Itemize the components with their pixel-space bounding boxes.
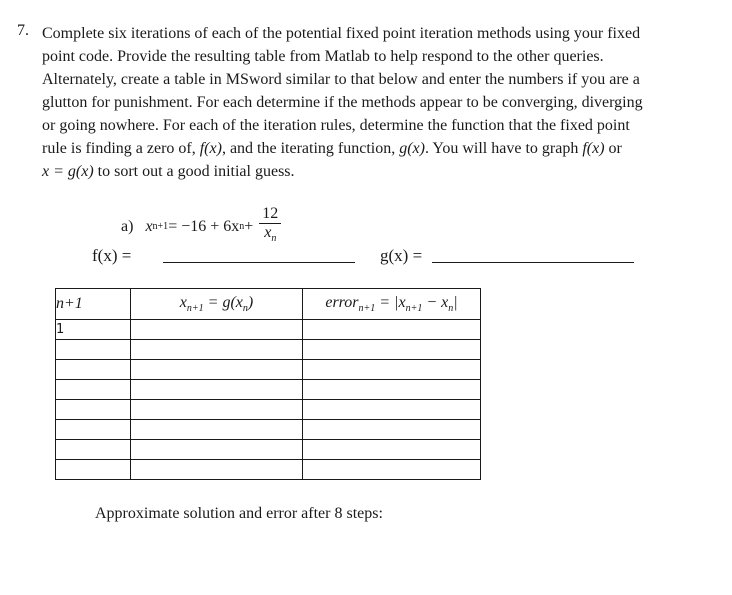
- table-cell[interactable]: [131, 340, 303, 360]
- fixed-point-equation: x = g(x): [42, 163, 94, 180]
- table-cell[interactable]: [56, 400, 131, 420]
- question-line-6: rule is finding a zero of, f(x), and the iterating function, g(x). You will have to graph f(x) or: [42, 140, 622, 157]
- table-row: [56, 380, 481, 400]
- table-row: [56, 460, 481, 480]
- table-cell[interactable]: [131, 420, 303, 440]
- question-line-4: glutton for punishment. For each determine if the methods appear to be converging, diverging: [42, 94, 643, 111]
- table-cell[interactable]: [56, 460, 131, 480]
- table-cell[interactable]: [131, 320, 303, 340]
- table-cell[interactable]: [131, 360, 303, 380]
- fx-inline-2: f(x): [582, 140, 605, 157]
- part-a-formula: a) x n+1 = −16 + 6x n + $\frac{12}{x_n}$: [121, 205, 281, 248]
- iteration-number: 1: [56, 320, 131, 340]
- question-number: 7.: [17, 22, 29, 39]
- table-cell[interactable]: [303, 320, 481, 340]
- table-cell[interactable]: [56, 340, 131, 360]
- header-n-plus-1: n+1: [56, 289, 131, 320]
- gx-answer-label: g(x) =: [380, 246, 423, 265]
- table-row: [56, 340, 481, 360]
- question-line-7: x = g(x) to sort out a good initial guess.: [42, 163, 295, 180]
- question-line-1: Complete six iterations of each of the potential fixed point iteration methods using your fixed: [42, 25, 641, 42]
- table-row: [56, 420, 481, 440]
- table-header-row: [56, 289, 481, 320]
- table-cell[interactable]: [303, 420, 481, 440]
- table-cell[interactable]: [56, 440, 131, 460]
- question-text: [42, 22, 714, 183]
- header-xn-plus-1: $x_{n+1} = g(x_n)$: [131, 289, 303, 320]
- table-row: [56, 360, 481, 380]
- fx-inline: f(x): [199, 140, 222, 157]
- table-cell[interactable]: [56, 420, 131, 440]
- header-error: error$_{n+1}$ = $|x_{n+1} - x_n|$: [303, 289, 481, 320]
- table-cell[interactable]: [56, 360, 131, 380]
- footer-prompt: Approximate solution and error after 8 steps:: [95, 505, 383, 522]
- table-cell[interactable]: [56, 380, 131, 400]
- question-line-2: point code. Provide the resulting table from Matlab to help respond to the other queries.: [42, 48, 604, 65]
- table-cell[interactable]: [131, 400, 303, 420]
- table-cell[interactable]: [131, 380, 303, 400]
- table-row: [56, 320, 481, 340]
- gx-inline: g(x): [399, 140, 425, 157]
- table-cell[interactable]: [303, 340, 481, 360]
- fx-answer-label: f(x) =: [92, 246, 132, 265]
- iteration-table: [55, 288, 481, 480]
- part-a-label: a): [121, 217, 134, 235]
- question-line-3: Alternately, create a table in MSword similar to that below and enter the numbers if you are a: [42, 71, 640, 88]
- table-cell[interactable]: [131, 440, 303, 460]
- table-cell[interactable]: [131, 460, 303, 480]
- fraction: $\frac{12}{x_n}$: [259, 205, 281, 248]
- gx-answer-blank[interactable]: [432, 262, 634, 263]
- table-cell[interactable]: [303, 380, 481, 400]
- question-line-5: or going nowhere. For each of the iteration rules, determine the function that the fixed point: [42, 117, 630, 134]
- table-row: [56, 440, 481, 460]
- table-cell[interactable]: [303, 360, 481, 380]
- table-row: [56, 400, 481, 420]
- fx-answer-blank[interactable]: [163, 262, 355, 263]
- table-cell[interactable]: [303, 400, 481, 420]
- table-cell[interactable]: [303, 440, 481, 460]
- table-cell[interactable]: [303, 460, 481, 480]
